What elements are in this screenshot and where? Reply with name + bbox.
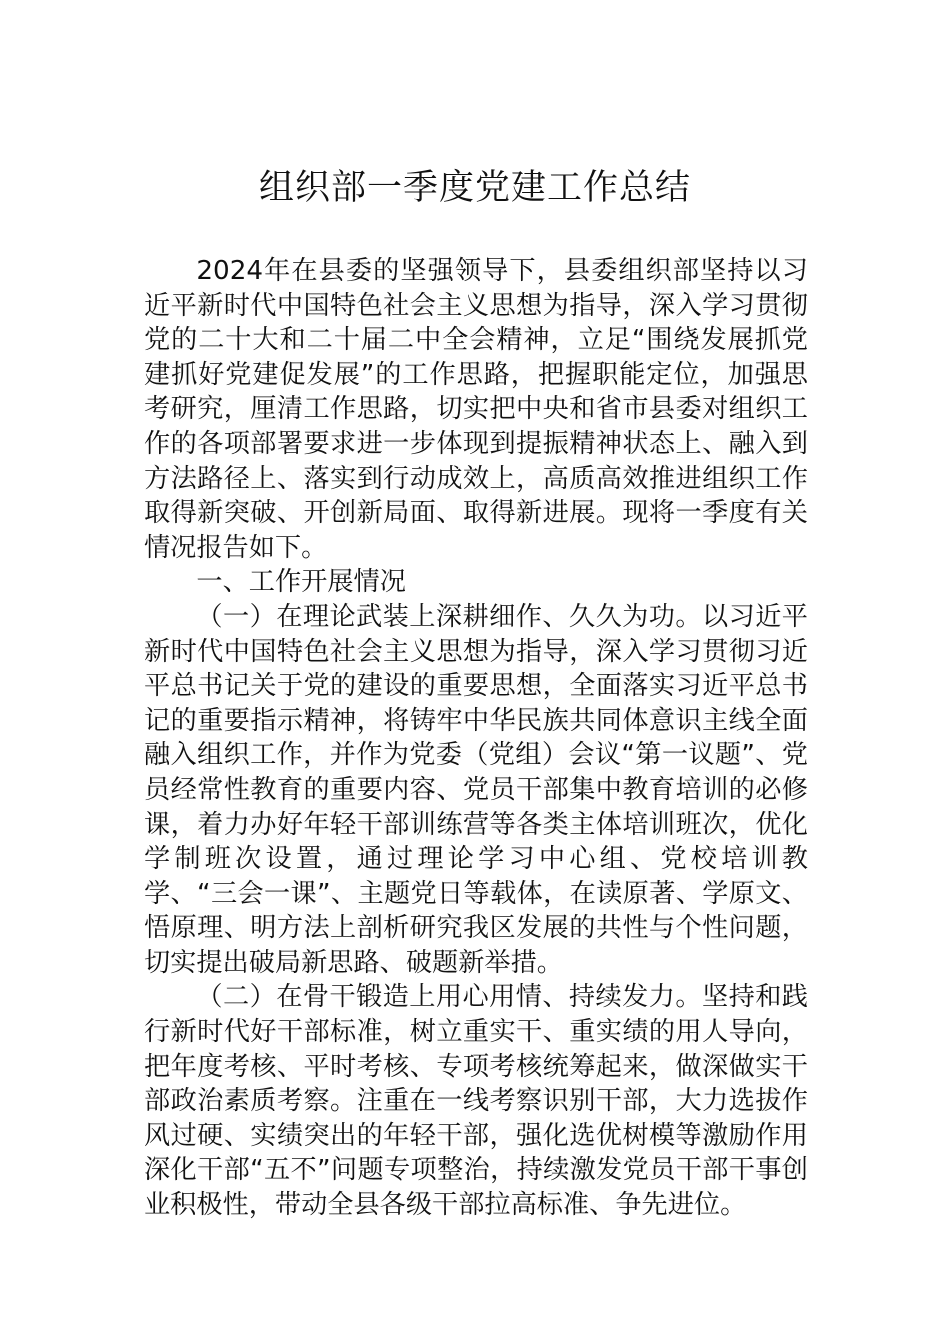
section-heading: 一、工作开展情况 [196, 567, 406, 598]
document-body [144, 254, 808, 1223]
paragraph-theory: （一）在理论武装上深耕细作、久久为功。以习近平新时代中国特色社会主义思想为指导，深入学习贯彻习近平总书记关于党的建设的重要思想，全面落实习近平总书记的重要指示精神，将铸牢中华民族共同体意识主线全面融入组织工作，并作为党委（党组）会议“第一议题”、党员经常性教育的重要内容、党员干部集中教育培训的必修课，着力办好年轻干部训练营等各类主体培训班次，优化学制班次设置，通过理论学习中心组、党校培训教学、“三会一课”、主题党日等载体，在读原著、学原文、悟原理、明方法上剖析研究我区发展的共性与个性问题，切实提出破局新思路、破题新举措。 [144, 601, 808, 978]
paragraph-intro: 2024年在县委的坚强领导下，县委组织部坚持以习近平新时代中国特色社会主义思想为指导，深入学习贯彻党的二十大和二十届二中全会精神，立足“围绕发展抓党建抓好党建促发展”的工作思路，把握职能定位，加强思考研究，厘清工作思路，切实把中央和省市县委对组织工作的各项部署要求进一步体现到提振精神状态上、融入到方法路径上、落实到行动成效上，高质高效推进组织工作取得新突破、开创新局面、取得新进展。现将一季度有关情况报告如下。 [144, 256, 808, 563]
document-title: 组织部一季度党建工作总结 [258, 168, 691, 208]
paragraph-cadres: （二）在骨干锻造上用心用情、持续发力。坚持和践行新时代好干部标准，树立重实干、重实绩的用人导向，把年度考核、平时考核、专项考核统筹起来，做深做实干部政治素质考察。注重在一线考察识别干部，大力选拔作风过硬、实绩突出的年轻干部，强化选优树模等激励作用深化干部“五不”问题专项整治，持续激发党员干部干事创业积极性，带动全县各级干部拉高标准、争先进位。 [144, 982, 808, 1221]
